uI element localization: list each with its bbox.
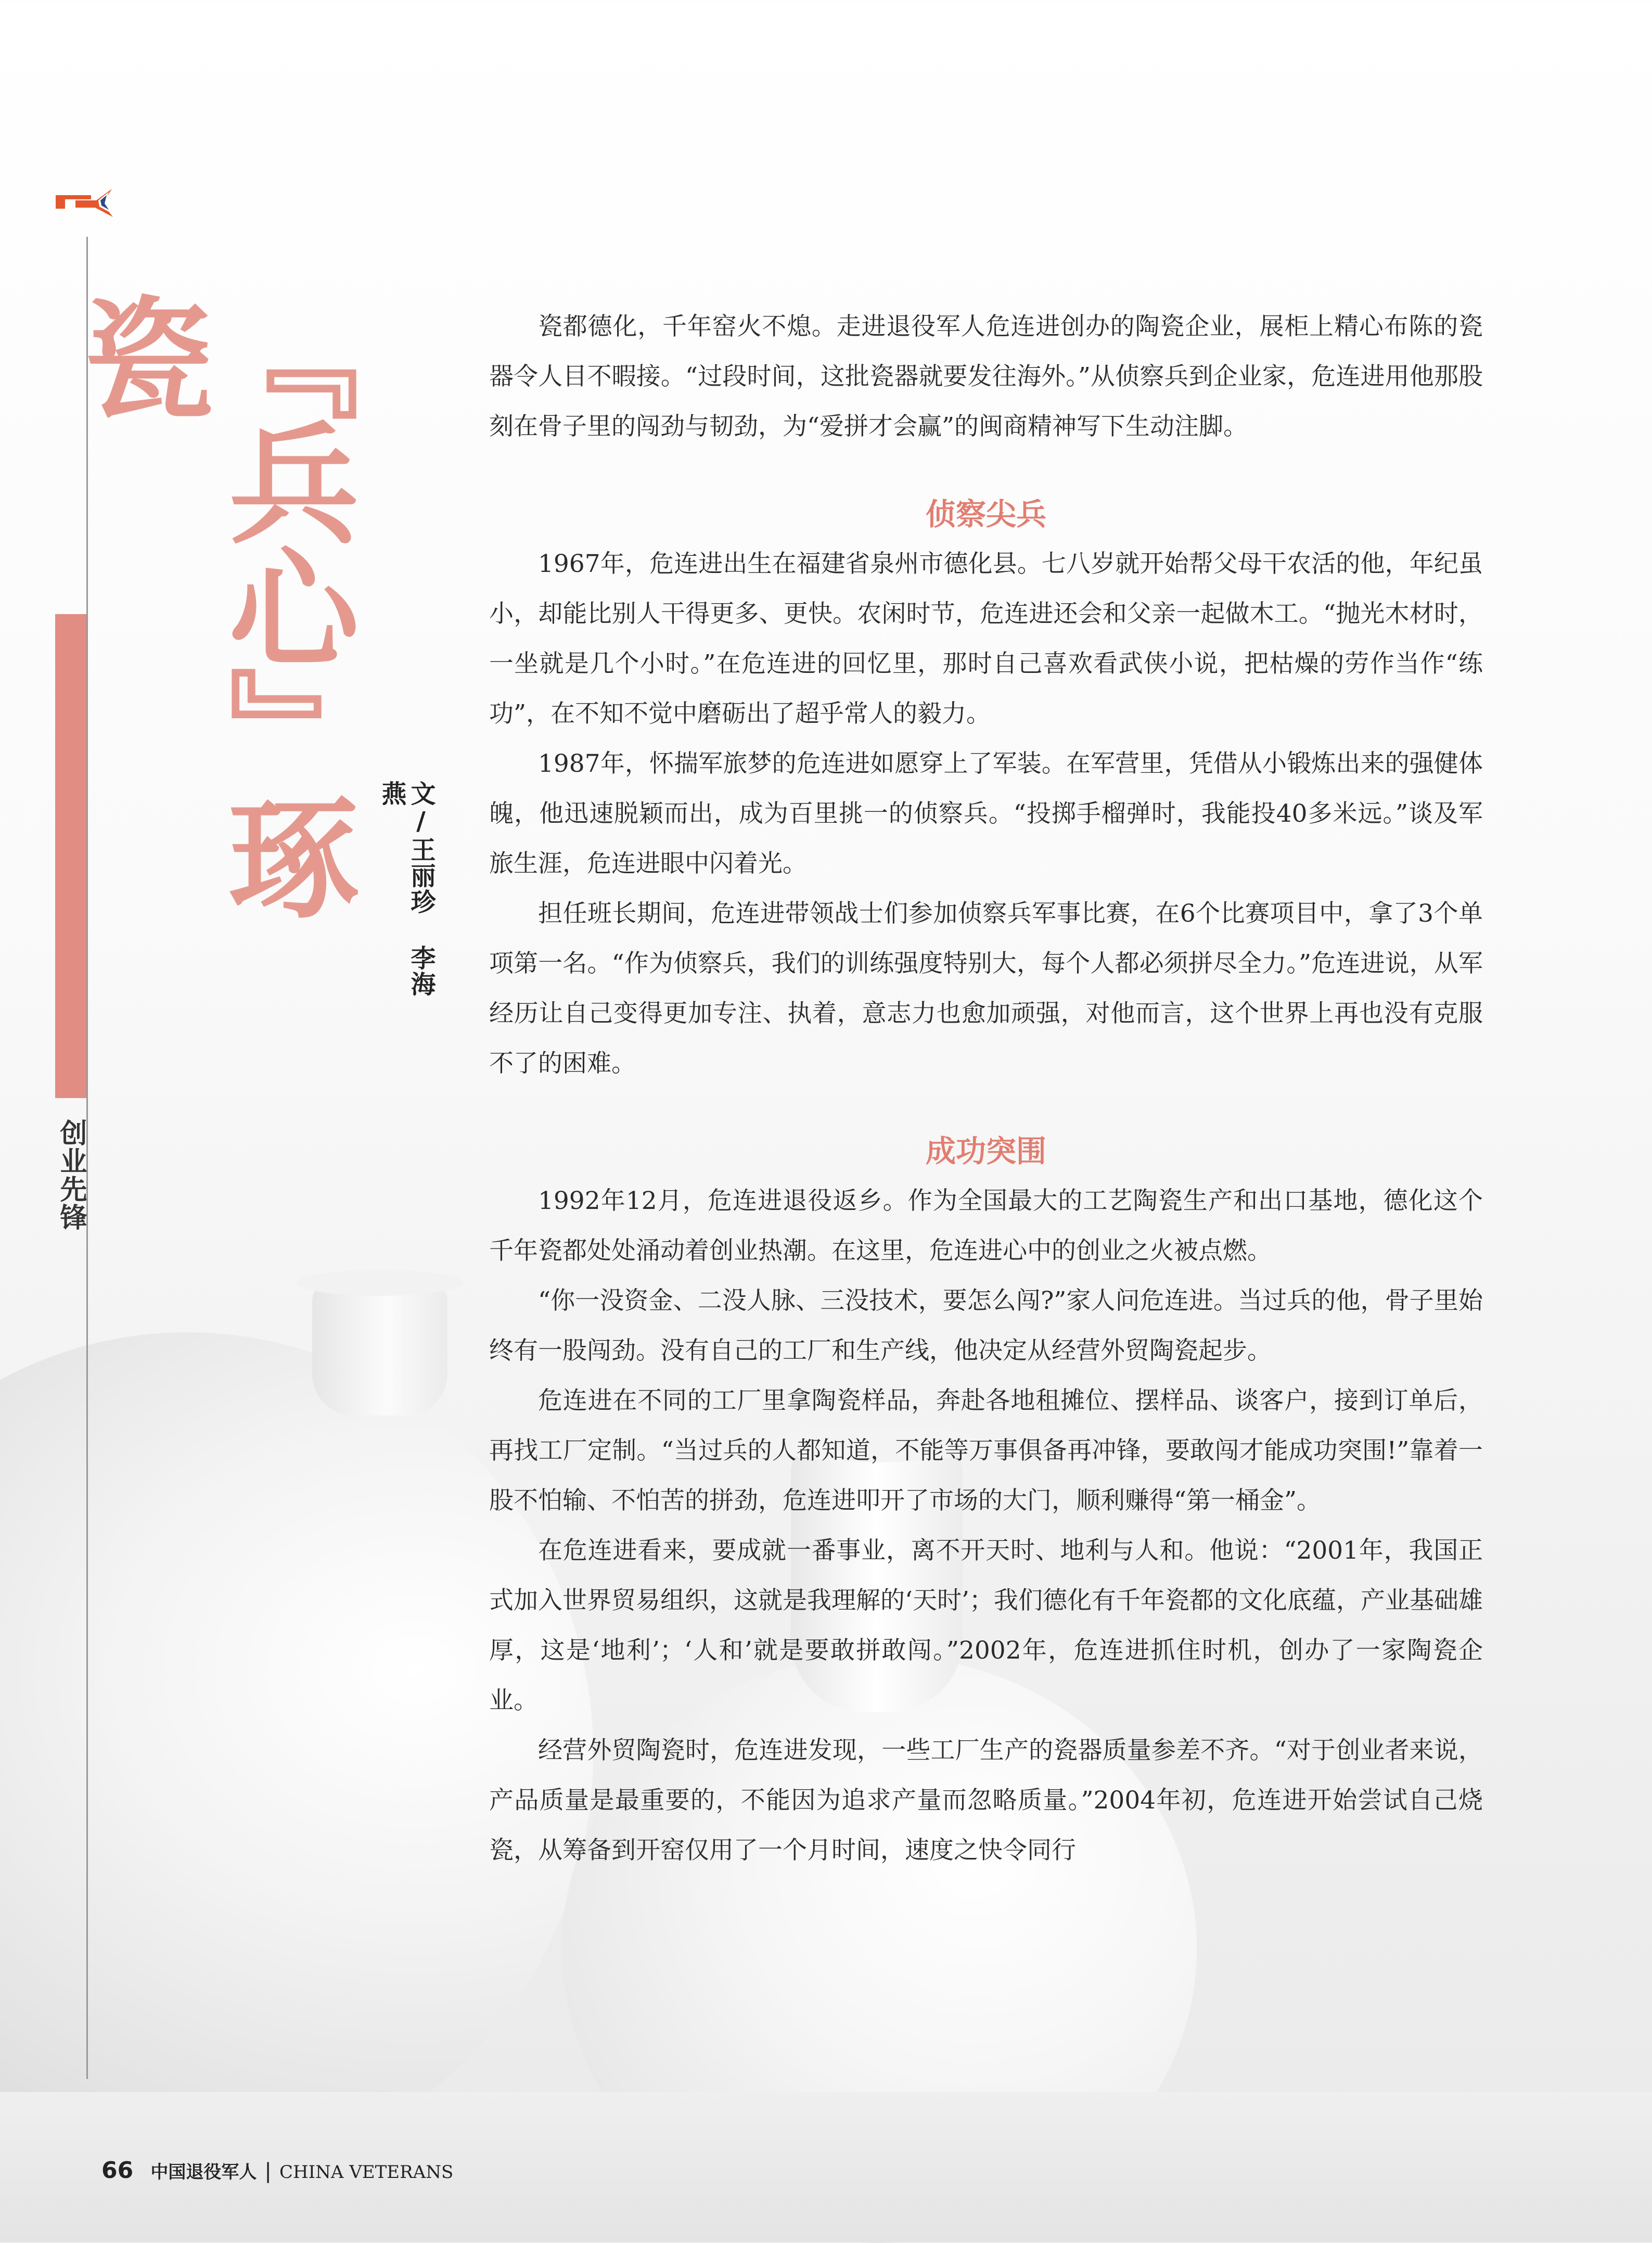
- magazine-name-cn: 中国退役军人: [150, 2162, 257, 2183]
- body-paragraph: 经营外贸陶瓷时，危连进发现，一些工厂生产的瓷器质量参差不齐。“对于创业者来说，产品质量是最重要的，不能因为追求产量而忽略质量。”2004年初，危连进开始尝试自己烧瓷，从筹备到开窑仅用了一个月时间，速度之快令同行: [489, 1736, 1483, 1865]
- page-footer: [101, 2157, 453, 2184]
- footer-separator: |: [264, 2159, 272, 2183]
- article-byline: 文/王丽珍 李海燕: [377, 781, 436, 997]
- intro-paragraph: 瓷都德化，千年窑火不熄。走进退役军人危连进创办的陶瓷企业，展柜上精心布陈的瓷器令人目不暇接。“过段时间，这批瓷器就要发往海外。”从侦察兵到企业家，危连进用他那股刻在骨子里的闯劲与韧劲，为“爱拼才会赢”的闽商精神写下生动注脚。: [489, 312, 1483, 441]
- body-paragraph: 在危连进看来，要成就一番事业，离不开天时、地利与人和。他说：“2001年，我国正式加入世界贸易组织，这就是我理解的‘天时’；我们德化有千年瓷都的文化底蕴，产业基础雄厚，这是‘地利’；‘人和’就是要敢拼敢闯。”2002年，危连进抓住时机，创办了一家陶瓷企业。: [489, 1536, 1483, 1715]
- section-label: 创业先锋: [55, 1119, 86, 1231]
- body-paragraph: 1987年，怀揣军旅梦的危连进如愿穿上了军装。在军营里，凭借从小锻炼出来的强健体魄，他迅速脱颖而出，成为百里挑一的侦察兵。“投掷手榴弹时，我能投40多米远。”谈及军旅生涯，危连进眼中闪着光。: [489, 749, 1483, 878]
- body-paragraph: 危连进在不同的工厂里拿陶瓷样品，奔赴各地租摊位、摆样品、谈客户，接到订单后，再找工厂定制。“当过兵的人都知道，不能等万事俱备再冲锋，要敢闯才能成功突围!”靠着一股不怕输、不怕苦的拼劲，危连进叩开了市场的大门，顺利赚得“第一桶金”。: [489, 1386, 1483, 1515]
- body-paragraph: 1967年，危连进出生在福建省泉州市德化县。七八岁就开始帮父母干农活的他，年纪虽小，却能比别人干得更多、更快。农闲时节，危连进还会和父亲一起做木工。“抛光木材时，一坐就是几个小时。”在危连进的回忆里，那时自己喜欢看武侠小说，把枯燥的劳作当作“练功”，在不知不觉中磨砺出了超乎常人的毅力。: [489, 550, 1483, 728]
- body-paragraph: 1992年12月，危连进退役返乡。作为全国最大的工艺陶瓷生产和出口基地，德化这个千年瓷都处处涌动着创业热潮。在这里，危连进心中的创业之火被点燃。: [489, 1187, 1483, 1265]
- page-number: 66: [101, 2157, 134, 2184]
- article-title: 『兵心』琢瓷: [61, 291, 360, 916]
- body-paragraph: “你一没资金、二没人脉、三没技术，要怎么闯?”家人问危连进。当过兵的他，骨子里始终有一股闯劲。没有自己的工厂和生产线，他决定从经营外贸陶瓷起步。: [489, 1286, 1483, 1365]
- vase-lip-large: [297, 1270, 463, 1296]
- magazine-name-en: CHINA VETERANS: [279, 2162, 454, 2183]
- sidebar-rule: [86, 237, 88, 2079]
- article-body: [489, 302, 1483, 1876]
- body-paragraph: 担任班长期间，危连进带领战士们参加侦察兵军事比赛，在6个比赛项目中，拿了3个单项第一名。“作为侦察兵，我们的训练强度特别大，每个人都必须拼尽全力。”危连进说，从军经历让自己变得更加专注、执着，意志力也愈加顽强，对他而言，这个世界上再也没有克服不了的困难。: [489, 899, 1483, 1078]
- magazine-logo-icon: [55, 185, 117, 221]
- vase-neck-large: [312, 1280, 447, 1416]
- section-heading: 成功突围: [925, 1133, 1046, 1169]
- sidebar-accent-bar: [55, 614, 86, 1098]
- section-heading: 侦察尖兵: [925, 496, 1046, 532]
